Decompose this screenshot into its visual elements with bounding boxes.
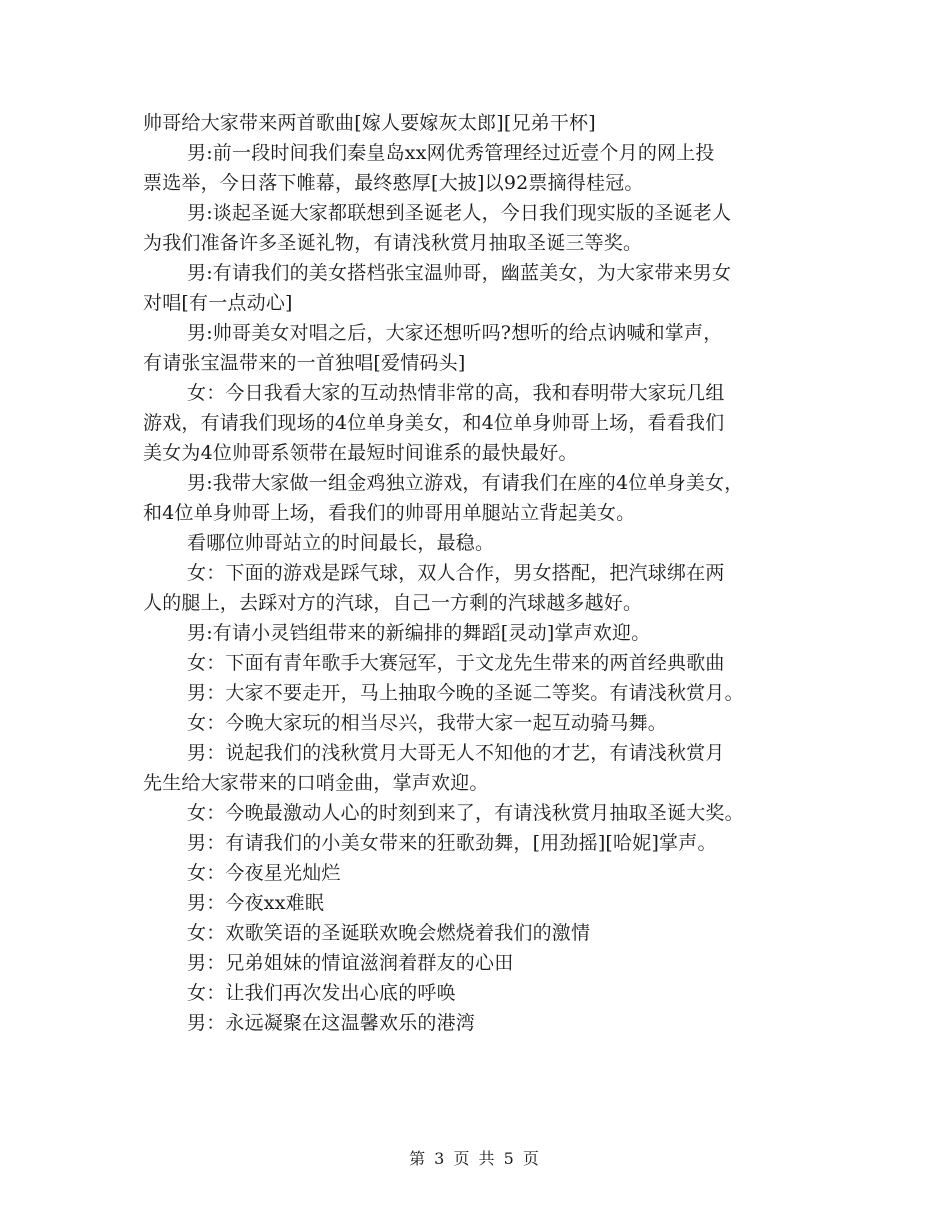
text-line: 男：永远凝聚在这温馨欢乐的港湾 bbox=[187, 1012, 476, 1034]
text-line: 男:有请小灵铛组带来的新编排的舞蹈[灵动]掌声欢迎。 bbox=[187, 622, 651, 644]
document-body bbox=[143, 108, 823, 1038]
text-line: 先生给大家带来的口哨金曲，掌声欢迎。 bbox=[143, 772, 489, 794]
text-line: 男:谈起圣诞大家都联想到圣诞老人，今日我们现实版的圣诞老人 bbox=[187, 202, 732, 224]
text-line: 男:我带大家做一组金鸡独立游戏，有请我们在座的4位单身美女， bbox=[187, 472, 744, 494]
text-line: 男：兄弟姐妹的情谊滋润着群友的心田 bbox=[187, 952, 514, 974]
text-line: 游戏，有请我们现场的4位单身美女，和4位单身帅哥上场，看看我们 bbox=[143, 412, 725, 434]
text-line: 男：说起我们的浅秋赏月大哥无人不知他的才艺，有请浅秋赏月 bbox=[187, 742, 725, 764]
text-line: 女：今夜星光灿烂 bbox=[187, 862, 341, 884]
text-line: 为我们准备许多圣诞礼物，有请浅秋赏月抽取圣诞三等奖。 bbox=[143, 232, 643, 254]
text-line: 男：大家不要走开，马上抽取今晚的圣诞二等奖。有请浅秋赏月。 bbox=[187, 682, 744, 704]
text-line: 男:有请我们的美女搭档张宝温帅哥，幽蓝美女，为大家带来男女 bbox=[187, 262, 732, 284]
text-line: 男:帅哥美女对唱之后，大家还想听吗?想听的给点讷喊和掌声， bbox=[187, 322, 723, 344]
text-line: 和4位单身帅哥上场，看我们的帅哥用单腿站立背起美女。 bbox=[143, 502, 636, 524]
text-line: 女：欢歌笑语的圣诞联欢晚会燃烧着我们的激情 bbox=[187, 922, 591, 944]
text-line: 帅哥给大家带来两首歌曲[嫁人要嫁灰太郎][兄弟干杯] bbox=[143, 112, 596, 134]
text-line: 有请张宝温带来的一首独唱[爱情码头] bbox=[143, 352, 466, 374]
text-line: 女：下面的游戏是踩气球，双人合作，男女搭配，把汽球绑在两 bbox=[187, 562, 725, 584]
text-line: 看哪位帅哥站立的时间最长，最稳。 bbox=[187, 532, 495, 554]
text-line: 女：今晚大家玩的相当尽兴，我带大家一起互动骑马舞。 bbox=[187, 712, 668, 734]
text-line: 美女为4位帅哥系领带在最短时间谁系的最快最好。 bbox=[143, 442, 578, 464]
page-number-footer: 第 3 页 共 5 页 bbox=[409, 1149, 541, 1168]
text-line: 男：今夜xx难眠 bbox=[187, 892, 325, 914]
text-line: 女：今晚最激动人心的时刻到来了，有请浅秋赏月抽取圣诞大奖。 bbox=[187, 802, 744, 824]
text-line: 对唱[有一点动心] bbox=[143, 292, 293, 314]
text-line: 女：下面有青年歌手大赛冠军，于文龙先生带来的两首经典歌曲 bbox=[187, 652, 725, 674]
text-line: 男：有请我们的小美女带来的狂歌劲舞，[用劲摇][哈妮]掌声。 bbox=[187, 832, 717, 854]
text-line: 男:前一段时间我们秦皇岛xx网优秀管理经过近壹个月的网上投 bbox=[187, 142, 715, 164]
text-line: 票选举，今日落下帷幕，最终憨厚[大披]以92票摘得桂冠。 bbox=[143, 172, 644, 194]
text-line: 女：让我们再次发出心底的呼唤 bbox=[187, 982, 456, 1004]
text-line: 人的腿上，去踩对方的汽球，自己一方剩的汽球越多越好。 bbox=[143, 592, 643, 614]
text-line: 女：今日我看大家的互动热情非常的高，我和春明带大家玩几组 bbox=[187, 382, 725, 404]
